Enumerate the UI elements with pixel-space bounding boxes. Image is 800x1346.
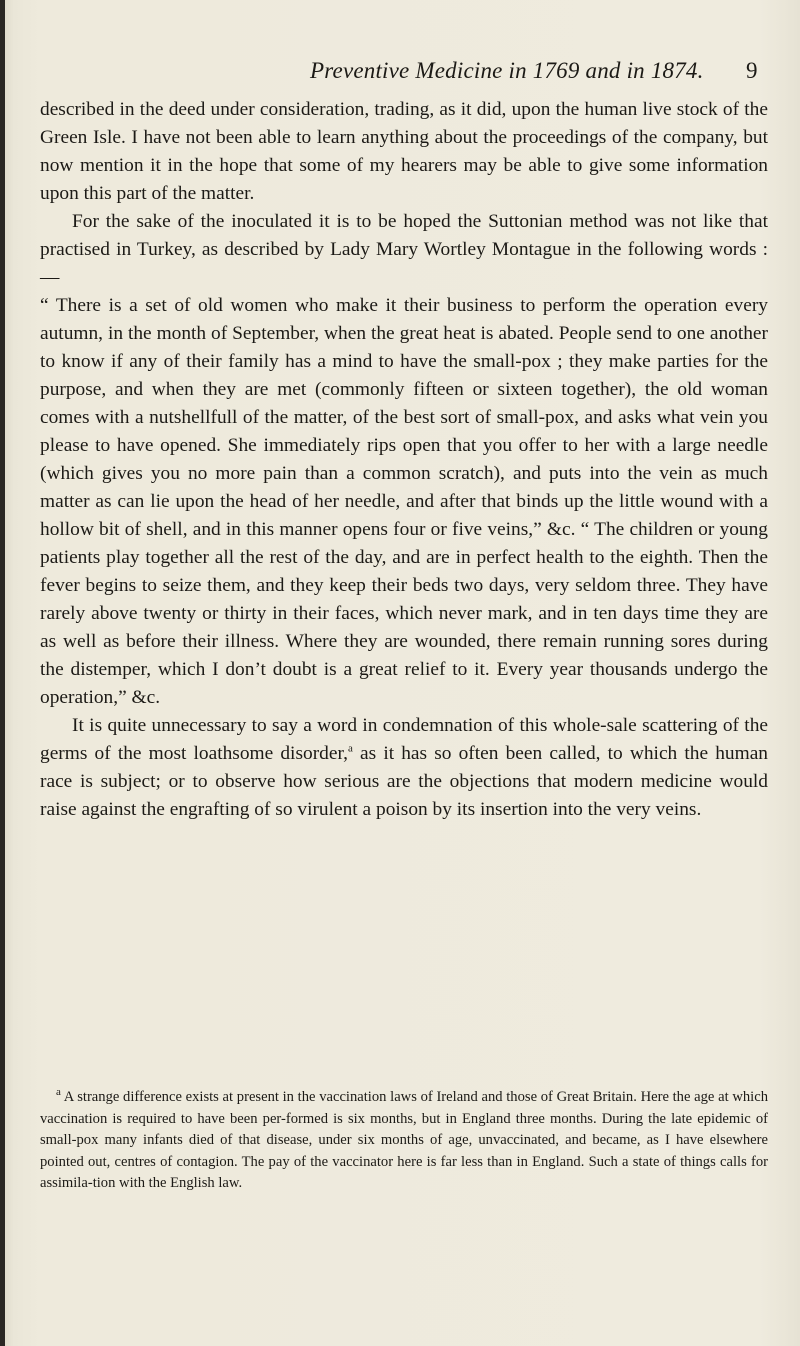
footnote-mark: a (56, 1086, 61, 1099)
running-header (40, 58, 800, 88)
paragraph-condemnation-text-end: as it has so often been called, to which the human race is subject; or to observe how serious are the objections that modern medicine would raise against the engrafting of so virulent a poison by its insertion into the very veins. (40, 743, 768, 820)
quotation-lady-mary-wortley-montague: “ There is a set of old women who make it their business to perform the operation every autumn, in the month of September, when the great heat is abated. People send to one another to know if any of their family has a mind to have the small-pox ; they make parties for the purpose, and when they are met (commonly fifteen or sixteen together), the old woman comes with a nutshellfull of the matter, of the best sort of small-pox, and asks what vein you please to have opened. She immediately rips open that you offer to her with a large needle (which gives you no more pain than a common scratch), and puts into the vein as much matter as can lie upon the head of her needle, and after that binds up the little wound with a hollow bit of shell, and in this manner opens four or five veins,” &c. “ The children or young patients play together all the rest of the day, and are in perfect health to the eighth. Then the fever begins to seize them, and they keep their beds two days, very seldom three. They have rarely above twenty or thirty in their faces, which never mark, and in ten days time they are as well as before their illness. Where they are wounded, there remain running sores during the distemper, which I don’t doubt is a great relief to it. Every year thousands undergo the operation,” &c. (40, 295, 768, 708)
paragraph-suttonian-method: For the sake of the inoculated it is to be hoped the Suttonian method was not like that practised in Turkey, as described by Lady Mary Wortley Montague in the following words :— (40, 211, 768, 288)
footnote-reference-mark: a (347, 742, 353, 755)
paragraph-condemnation (40, 712, 768, 824)
footnote (40, 1087, 768, 1195)
running-title: Preventive Medicine in 1769 and in 1874. (310, 58, 704, 83)
page-binding-edge (0, 0, 5, 1346)
paragraph-continued: described in the deed under consideration, trading, as it did, upon the human live stock of the Green Isle. I have not been able to learn anything about the proceedings of the company, but now mention it in the hope that some of my hearers may be able to give some information upon this part of the matter. (40, 99, 768, 204)
paragraph-condemnation-text-start: It is quite unnecessary to say a word in condemnation of this whole-sale scattering of the germs of the most loathsome disorder, (40, 715, 768, 764)
footnote-text: A strange difference exists at present in the vaccination laws of Ireland and those of Great Britain. Here the age at which vaccination is required to have been per-formed is six months, but in England three months. During the late epidemic of small-pox many infants died of that disease, under six months of age, unvaccinated, and became, as I have elsewhere pointed out, centres of contagion. The pay of the vaccinator here is far less than in England. Such a state of things calls for assimila-tion with the English law. (40, 1089, 768, 1191)
page-number: 9 (746, 58, 758, 83)
main-text (40, 96, 768, 824)
